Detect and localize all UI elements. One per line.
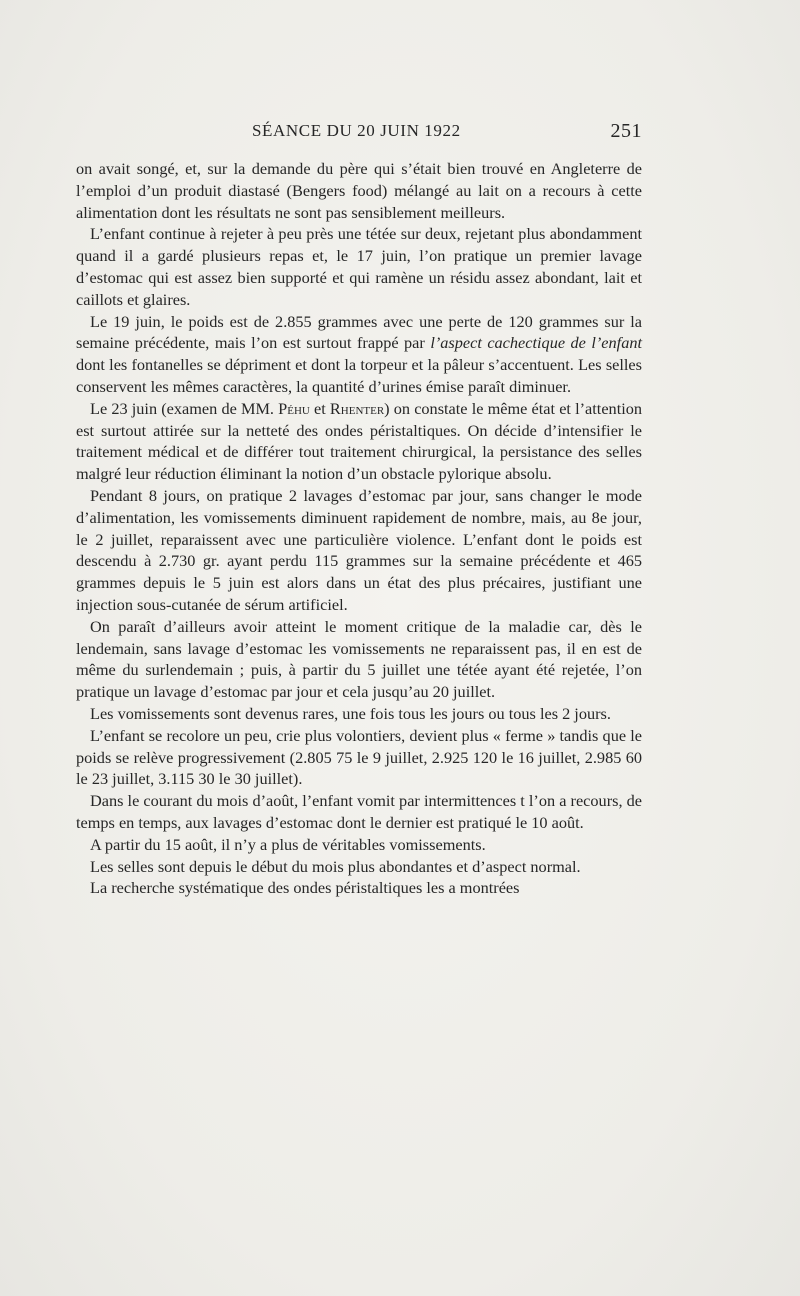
paragraph [76, 616, 642, 703]
running-title: SÉANCE DU 20 JUIN 1922 [252, 121, 461, 140]
paragraph [76, 856, 642, 878]
paragraph [76, 398, 642, 485]
text-run: On paraît d’ailleurs avoir atteint le moment critique de la maladie car, dès le lendemain, sans lavage d’estomac les vomissements ne reparaissent pas, il en est de même du surlendemain ; puis, à partir du 5 juillet une tétée ayant été rejetée, l’on pratique un lavage d’estomac par jour et cela jusqu’au 20 juillet. [76, 616, 642, 702]
text-run: dont les fontanelles se dépriment et dont la torpeur et la pâleur s’accentuent. Les selles conservent les mêmes caractères, la quantité d’urines émise paraît diminuer. [76, 355, 642, 396]
paragraph [76, 725, 642, 790]
text-run: Les vomissements sont devenus rares, une fois tous les jours ou tous les 2 jours. [90, 703, 611, 723]
page-header [76, 121, 642, 147]
paragraph [76, 311, 642, 398]
paragraph [76, 877, 642, 899]
paragraph [76, 158, 642, 223]
text-run: Les selles sont depuis le début du mois plus abondantes et d’aspect normal. [90, 856, 581, 876]
text-run: Le 19 juin, le poids est de 2.855 grammes avec une perte de 120 grammes sur la semaine précédente, mais l’on est surtout frappé par [76, 311, 642, 353]
paragraph [76, 485, 642, 616]
page-number: 251 [610, 120, 642, 142]
paragraph [76, 223, 642, 310]
text-run: Pendant 8 jours, on pratique 2 lavages d’estomac par jour, sans changer le mode d’alimentation, les vomissements diminuent rapidement de nombre, mais, au 8e jour, le 2 juillet, reparaissent avec une particulière violence. L’enfant dont le poids est descendu à 2.730 gr. ayant perdu 115 grammes sur la semaine précédente et 465 grammes depuis le 5 juin est alors dans un état des plus précaires, justifiant une injection sous-cutanée de sérum artificiel. [76, 485, 642, 614]
text-run: L’enfant se recolore un peu, crie plus volontiers, devient plus « ferme » tandis que le poids se relève progressivement (2.805 75 le 9 juillet, 2.925 120 le 16 juillet, 2.985 60 le 23 juillet, 3.115 30 le 30 juillet). [76, 725, 642, 789]
text-run: et [309, 398, 330, 418]
paragraph [76, 790, 642, 834]
author-name: Rhenter [329, 398, 385, 418]
text-run: on avait songé, et, sur la demande du père qui s’était bien trouvé en Angleterre de l’emploi d’un produit diastasé (Bengers food) mélangé au lait on a recours à cette alimentation dont les résultats ne sont pas sensiblement meilleurs. [76, 159, 642, 222]
text-run: La recherche systématique des ondes péristaltiques les a montrées [90, 878, 520, 898]
author-name: Péhu [278, 398, 310, 418]
paragraph [76, 834, 642, 856]
text-run: Le 23 juin (examen de MM. [90, 398, 279, 418]
text-run: ) on constate le même état et l’attention est surtout attirée sur la netteté des ondes péristaltiques. On décide d’intensifier le traitement médical et de différer tout traitement chirurgical, la persistance des selles malgré leur réduction éliminant la notion d’un obstacle pylorique absolu. [76, 398, 643, 484]
italic-phrase: l’aspect cachectique de l’enfant [430, 333, 642, 353]
text-run: Dans le courant du mois d’août, l’enfant vomit par intermittences t l’on a recours, de temps en temps, aux lavages d’estomac dont le dernier est pratiqué le 10 août. [76, 791, 642, 832]
text-run: L’enfant continue à rejeter à peu près une tétée sur deux, rejetant plus abondamment quand il a gardé plusieurs repas et, le 17 juin, l’on pratique un premier lavage d’estomac qui est assez bien supporté et qui ramène un résidu assez abondant, lait et caillots et glaires. [76, 224, 642, 309]
text-run: A partir du 15 août, il n’y a plus de véritables vomissements. [90, 834, 486, 854]
paragraph [76, 703, 642, 725]
body-text [76, 158, 642, 899]
